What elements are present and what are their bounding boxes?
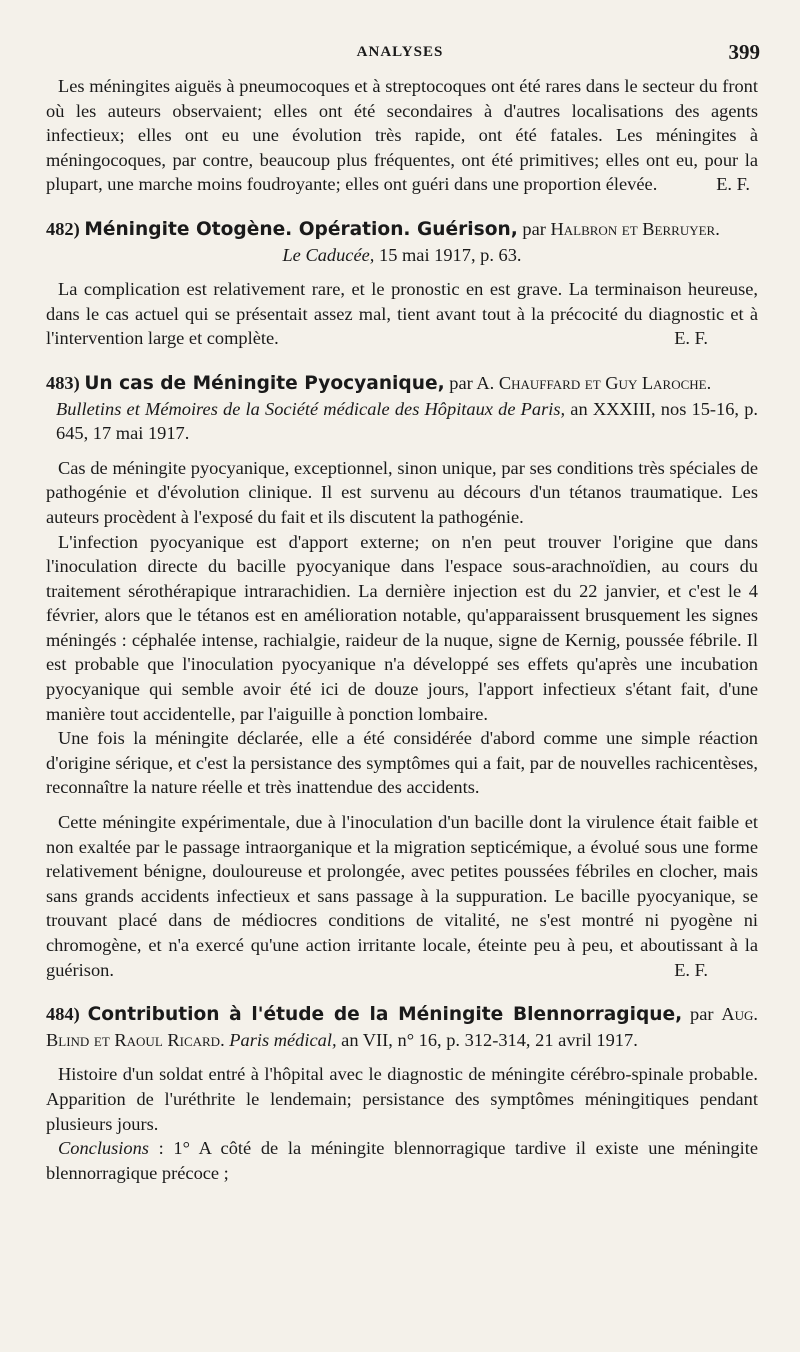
entry-authors: Halbron et Berruyer. [550,218,720,239]
signature: E. F. [716,174,750,195]
entry-title: Méningite Otogène. Opération. Guérison, [84,218,518,240]
entry-heading [46,371,758,397]
signature: E. F. [674,959,708,980]
intro-block [46,74,758,197]
entry-authors: Chauffard et Guy Laroche. [498,372,712,393]
source-details: 15 mai 1917, p. 63. [379,244,522,265]
source-journal: Paris médical, [229,1029,337,1050]
conclusions-label: Conclusions [58,1138,149,1159]
page-body [46,74,758,1185]
entry-title: Contribution à l'étude de la Méningite Blennorragique, [87,1004,683,1026]
entry-483 [46,371,758,982]
entry-by: par [690,1004,714,1025]
entry-484 [46,1002,758,1185]
intro-paragraph [46,74,758,197]
source-details: an VII, n° 16, p. 312-314, 21 avril 1917. [341,1029,638,1050]
entry-paragraph: Une fois la méningite déclarée, elle a été considérée d'abord comme une simple réaction d'origine sérique, et c'est la persistance des symptômes qui a fait, par de nouvelles rachicentèses, reconnaître la nature réelle et très inattendue des accidents. [46,728,758,798]
entry-title: Un cas de Méningite Pyocyanique, [84,372,445,394]
page-number: 399 [728,40,760,64]
page-header [0,38,800,68]
entry-paragraph [46,277,758,351]
entry-number: 482) [46,218,80,239]
entry-source [46,397,758,446]
entry-paragraph: Cas de méningite pyocyanique, exceptionnel, sinon unique, par ses conditions très spéciales de pathogénie et d'évolution clinique. Il est survenu au décours d'un tétanos traumatique. Les auteurs procèdent à l'exposé du fait et ils discutent la pathogénie. [46,457,758,527]
entry-source [46,243,758,268]
conclusions-paragraph [46,1136,758,1185]
entry-paragraph: L'infection pyocyanique est d'apport externe; on n'en peut trouver l'origine que dans l'inoculation directe du bacille pyocyanique dans l'espace sous-arachnoïdien, au cours du traitement sérothérapique intrarachidien. La dernière injection est du 22 janvier, et c'est le 4 février, alors que le tétanos est en amélioration notable, qu'apparaissent brusquement les signes méningés : céphalée intense, rachialgie, raideur de la nuque, signe de Kernig, poussée fébrile. Il est probable que l'inoculation pyocyanique n'a développé ses effets qu'après une incubation pyocyanique qui semble avoir été ici de douze jours, l'apport infectieux s'étant fait, d'une manière tout accidentelle, par l'aiguille à ponction lombaire. [46,531,758,724]
source-journal: Le Caducée, [282,244,375,265]
intro-text: Les méningites aiguës à pneumocoques et à streptocoques ont été rares dans le secteur du front où les auteurs observaient; elles ont été secondaires à d'autres localisations des agents infectieux; elles ont eu une évolution très rapide, ont été fatales. Les méningites à méningocoques, par contre, beaucoup plus fréquentes, ont été primitives; elles ont eu, pour la plupart, une marche moins foudroyante; elles ont guéri dans une proportion élevée. [46,76,758,195]
entry-number: 484) [46,1004,80,1025]
conclusions-text: : 1° A côté de la méningite blennorragique tardive il existe une méningite blennorragique précoce ; [46,1138,758,1183]
paragraph-text: Cette méningite expérimentale, due à l'inoculation d'un bacille dont la virulence était faible et non exaltée par le passage intraorganique et la migration septicémique, a évolué sous une forme relativement bénigne, douloureuse et prolongée, avec petites poussées fébriles en clocher, mais sans grands accidents infectieux et sans passage à la suppuration. Le bacille pyocyanique, se trouvant placé dans de médiocres conditions de vitalité, ne s'est montré ni pyogène ni chromogène, et n'a exercé qu'une action irritante locale, éteinte peu à peu, et aboutissant à la guérison. [46,812,758,980]
entry-paragraph [46,810,758,982]
entry-number: 483) [46,372,80,393]
entry-authors: Aug. Blind et Raoul Ricard. [46,1004,758,1050]
entry-heading [46,217,758,243]
entry-paragraph: Histoire d'un soldat entré à l'hôpital avec le diagnostic de méningite cérébro-spinale probable. Apparition de l'uréthrite le lendemain; persistance des symptômes méningitiques pendant plusieurs jours. [46,1064,758,1134]
source-journal: Bulletins et Mémoires de la Société médicale des Hôpitaux de Paris, [56,398,566,419]
entry-482 [46,217,758,351]
entry-by: par [522,218,546,239]
paragraph-text: La complication est relativement rare, et le pronostic en est grave. La terminaison heureuse, dans le cas actuel qui se présentait assez mal, tient avant tout à la précocité du diagnostic et à l'intervention large et complète. [46,279,758,349]
signature: E. F. [674,328,708,349]
entry-heading [46,1002,758,1052]
entry-by: par A. [449,372,495,393]
source-details: an XXXIII, nos 15-16, p. 645, 17 mai 1917. [56,398,758,444]
running-head: ANALYSES [356,44,444,60]
